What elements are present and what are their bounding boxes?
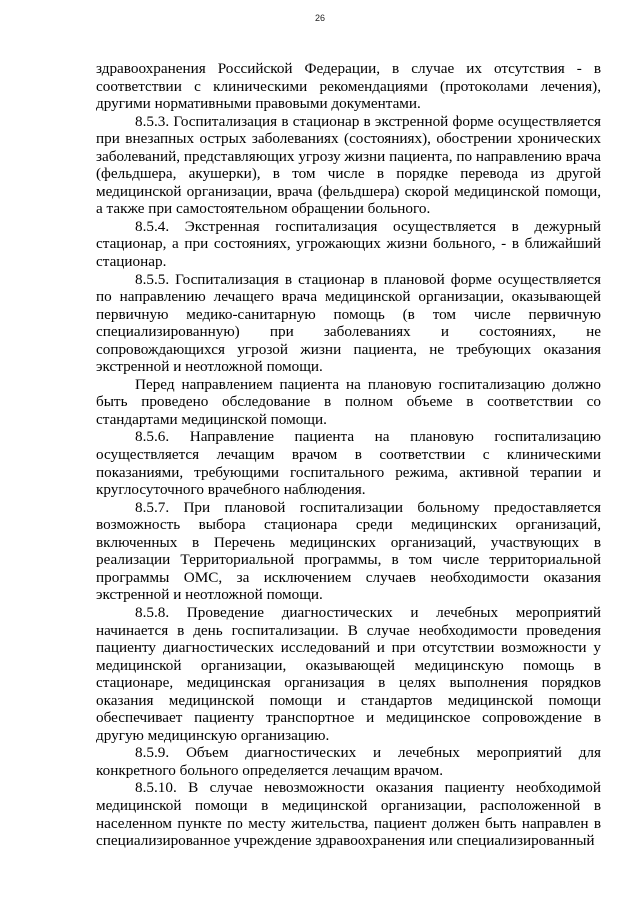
paragraph-continuation: здравоохранения Российской Федерации, в случае их отсутствия - в соответствии с клиническими рекомендациями (протоколами лечения), другими нормативными правовыми документами. (96, 60, 601, 113)
paragraph-8-5-7: 8.5.7. При плановой госпитализации больному предоставляется возможность выбора стационара среди медицинских организаций, включенных в Перечень медицинских организаций, участвующих в реализации Территориальной программы, в том числе территориальной программы ОМС, за исключением случаев необходимости оказания экстренной и неотложной помощи. (96, 498, 601, 604)
paragraph-8-5-10: 8.5.10. В случае невозможности оказания пациенту необходимой медицинской помощи в медицинской организации, расположенной в населенном пункте по месту жительства, пациент должен быть направлен в специализированное учреждение здравоохранения или специализированный (96, 779, 601, 850)
paragraph-8-5-5: 8.5.5. Госпитализация в стационар в плановой форме осуществляется по направлению лечащего врача медицинской организации, оказывающей первичную медико-санитарную помощь (в том числе первичную специализированную) при заболеваниях и состояниях, не сопровождающихся угрозой жизни пациента, не требующих оказания экстренной и неотложной помощи. (96, 270, 601, 376)
paragraph-8-5-9: 8.5.9. Объем диагностических и лечебных мероприятий для конкретного больного определяется лечащим врачом. (96, 744, 601, 779)
paragraph-pre-hospitalization: Перед направлением пациента на плановую госпитализацию должно быть проведено обследование в полном объеме в соответствии со стандартами медицинской помощи. (96, 375, 601, 428)
document-body (96, 60, 601, 850)
page-number: 26 (314, 13, 325, 23)
paragraph-8-5-3: 8.5.3. Госпитализация в стационар в экстренной форме осуществляется при внезапных острых заболеваниях (состояниях), обострении хронических заболеваний, представляющих угрозу жизни пациента, по направлению врача (фельдшера, акушерки), в том числе в порядке перевода из другой медицинской организации, врача (фельдшера) скорой медицинской помощи, а также при самостоятельном обращении больного. (96, 112, 601, 218)
paragraph-8-5-4: 8.5.4. Экстренная госпитализация осуществляется в дежурный стационар, а при состояниях, угрожающих жизни больного, - в ближайший стационар. (96, 217, 601, 271)
paragraph-8-5-8: 8.5.8. Проведение диагностических и лечебных мероприятий начинается в день госпитализации. В случае необходимости проведения пациенту диагностических исследований и при отсутствии возможности у медицинской организации, оказывающей медицинскую помощь в стационаре, медицинская организация в целях выполнения порядков оказания медицинской помощи и стандартов медицинской помощи обеспечивает пациенту транспортное и медицинское сопровождение в другую медицинскую организацию. (96, 603, 601, 744)
paragraph-8-5-6: 8.5.6. Направление пациента на плановую госпитализацию осуществляется лечащим врачом в соответствии с клиническими показаниями, требующими госпитального режима, активной терапии и круглосуточного врачебного наблюдения. (96, 428, 601, 499)
